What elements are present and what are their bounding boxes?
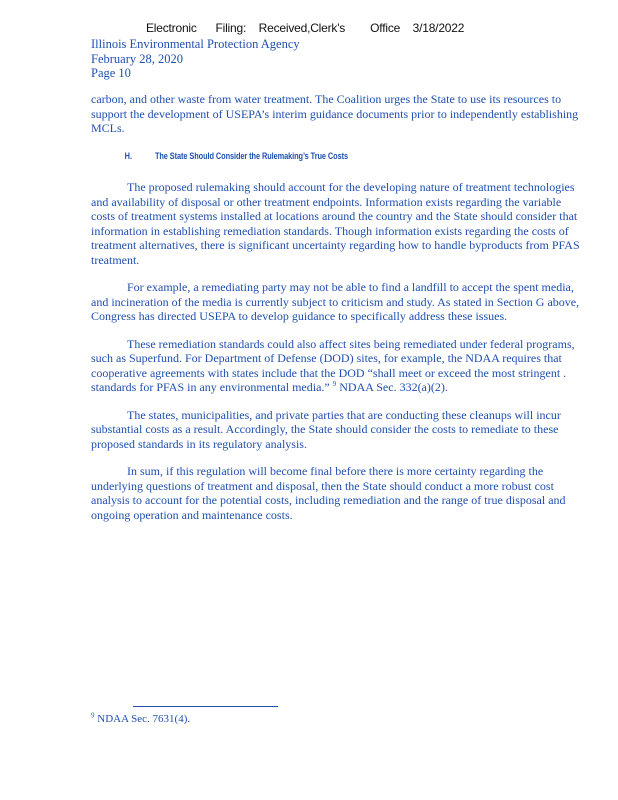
footnote-reference-mark: 9	[332, 380, 337, 388]
agency-name: Illinois Environmental Protection Agency	[91, 37, 300, 51]
section-heading-number: H.	[124, 150, 132, 161]
paragraph-continuation: carbon, and other waste from water treatment. The Coalition urges the State to use its resources to support the development of USEPA’s interim guidance documents prior to independently establishing MCLs.	[91, 92, 579, 135]
footnote	[91, 713, 190, 725]
paragraph-treatment-costs: The proposed rulemaking should account for the developing nature of treatment technologies and availability of disposal or other treatment endpoints. Information exists regarding the variable costs of treatment systems installed at locations around the country and the State should consider that information in establishing remediation standards. Though information exists regarding the costs of treatment alternatives, there is significant uncertainty regarding how to handle byproducts from PFAS treatment.	[91, 180, 580, 267]
electronic-filing-stamp: Electronic Filing: Received,Clerk's Office 3/18/2022	[146, 21, 465, 35]
footnote-text: NDAA Sec. 7631(4).	[94, 713, 191, 725]
section-heading	[91, 149, 494, 164]
letter-header	[91, 37, 300, 81]
section-heading-title: The State Should Consider the Rulemaking’s True Costs	[154, 150, 349, 161]
paragraph-federal-programs-citation: NDAA Sec. 332(a)(2).	[336, 380, 448, 394]
paragraph-landfill-example: For example, a remediating party may not be able to find a landfill to accept the spent media, and incineration of the media is currently subject to criticism and study. As stated in Section G above, Congress has directed USEPA to develop guidance to specifically address these issues.	[91, 280, 580, 323]
paragraph-federal-programs	[91, 337, 583, 395]
footnote-divider	[133, 706, 278, 707]
paragraph-federal-programs-text: These remediation standards could also affect sites being remediated under federal programs, such as Superfund. For Department of Defense (DOD) sites, for example, the NDAA requires that cooperative agreements with states include that the DOD “shall meet or exceed the most stringent . standards for PFAS in any environmental media.”	[91, 336, 575, 394]
paragraph-conclusion: In sum, if this regulation will become final before there is more certainty regarding the underlying questions of treatment and disposal, then the State should conduct a more robust cost analysis to account for the potential costs, including remediation and the range of true disposal and ongoing operation and maintenance costs.	[91, 464, 566, 522]
letter-date: February 28, 2020	[91, 51, 183, 66]
footnote-number: 9	[91, 711, 95, 720]
document-body	[91, 92, 583, 535]
page-number: Page 10	[91, 66, 131, 80]
paragraph-cleanup-costs: The states, municipalities, and private parties that are conducting these cleanups will incur substantial costs as a result. Accordingly, the State should consider the costs to remediate to these proposed standards in its regulatory analysis.	[91, 407, 561, 451]
